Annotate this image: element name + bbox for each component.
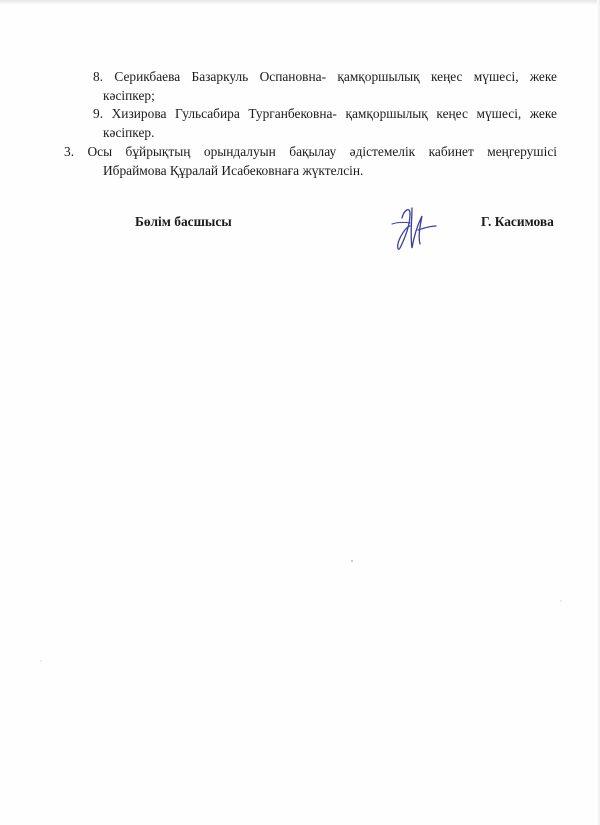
signatory-title: Бөлім басшысы [135, 214, 232, 229]
clause-3-line1: 3. Осы бұйрықтың орындалуын бақылау әдістемелік кабинет меңгерушісі [64, 144, 557, 159]
handwritten-signature [388, 196, 448, 256]
clause-3-line2: Ибраймова Құралай Исабековнаға жүктелсін. [103, 163, 364, 178]
signatory-name: Г. Касимова [481, 214, 554, 229]
list-item-8-line1: 8. Серикбаева Базаркуль Оспановна- қамқоршылық кеңес мүшесі, жеке [93, 69, 557, 84]
list-item-9-line2: кәсіпкер. [103, 125, 155, 140]
scan-edge-top [0, 0, 600, 5]
scan-speck [560, 600, 562, 602]
list-item-9-line1: 9. Хизирова Гульсабира Турганбековна- қамқоршылық кеңес мүшесі, жеке [93, 106, 557, 121]
scan-speck [40, 660, 42, 662]
scan-speck [351, 560, 353, 562]
list-item-8-line2: кәсіпкер; [103, 88, 155, 103]
